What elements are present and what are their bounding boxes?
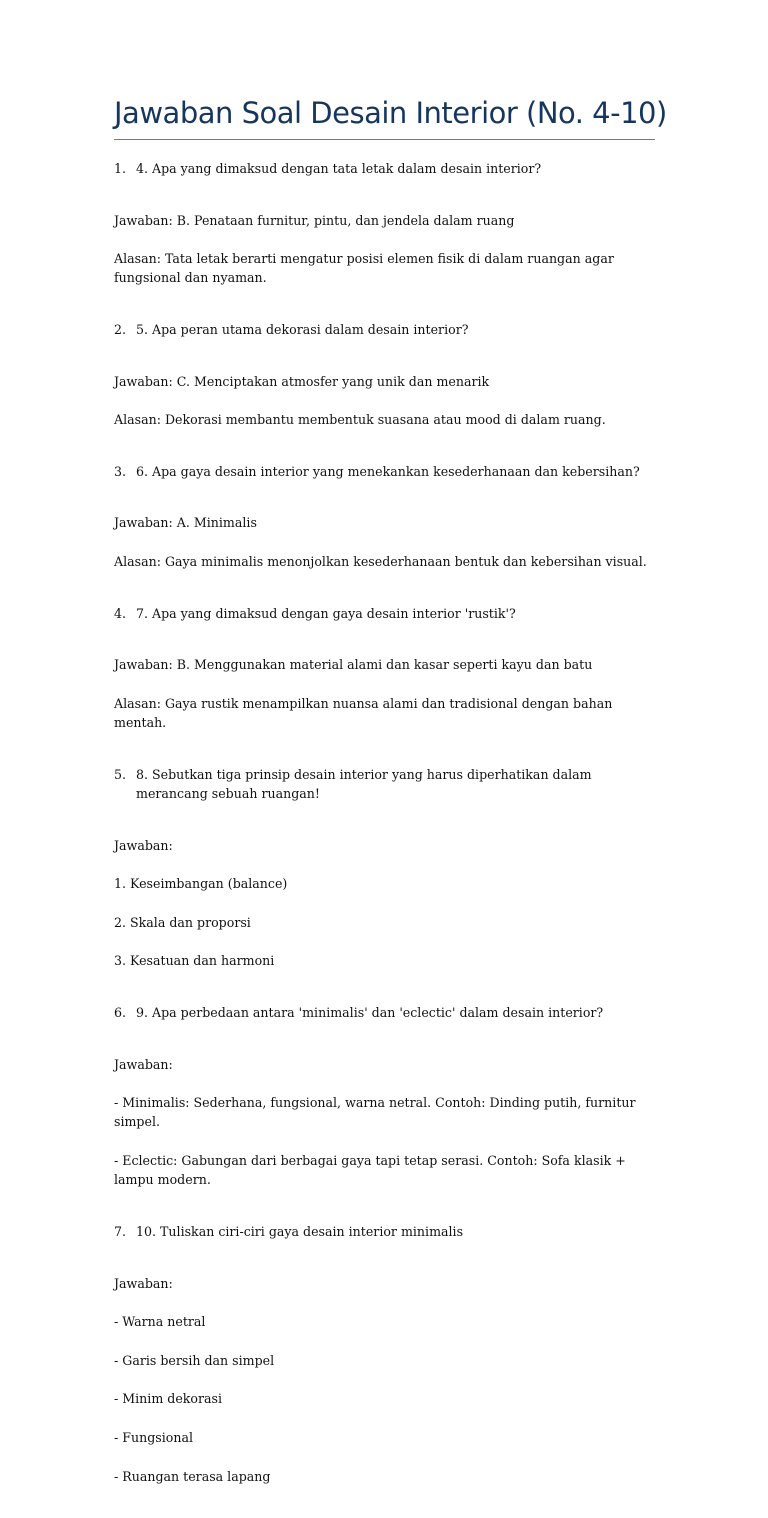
answer-block-5 <box>114 816 656 990</box>
question-number: 5. <box>114 766 127 782</box>
answer-line: 2. Skala dan proporsi <box>114 914 251 930</box>
question-text: 8. Sebutkan tiga prinsip desain interior yang harus diperhatikan dalam merancang sebuah ruangan! <box>136 766 592 802</box>
answer-line: Jawaban: <box>114 1275 173 1291</box>
question-text: 10. Tuliskan ciri-ciri gaya desain interior minimalis <box>136 1223 464 1239</box>
answer-line: Jawaban: <box>114 1056 173 1072</box>
question-number: 7. <box>114 1223 127 1239</box>
title-divider <box>114 139 655 140</box>
question-text: 6. Apa gaya desain interior yang menekankan kesederhanaan dan kebersihan? <box>136 463 640 479</box>
question-item-2 <box>114 320 656 339</box>
answer-line: - Minim dekorasi <box>114 1391 223 1407</box>
answer-line: - Ruangan terasa lapang <box>114 1468 271 1484</box>
answer-block-7 <box>114 1254 656 1505</box>
question-text: 7. Apa yang dimaksud dengan gaya desain interior 'rustik'? <box>136 605 516 621</box>
answer-block-2 <box>114 352 656 448</box>
answer-line: Jawaban: A. Minimalis <box>114 515 257 531</box>
question-number: 2. <box>114 322 127 338</box>
answer-line: Jawaban: C. Menciptakan atmosfer yang unik dan menarik <box>114 373 490 389</box>
answer-line: Alasan: Tata letak berarti mengatur posisi elemen fisik di dalam ruangan agar fungsional dan nyaman. <box>114 251 614 286</box>
document-title: Jawaban Soal Desain Interior (No. 4-10) <box>114 96 667 130</box>
question-text: 4. Apa yang dimaksud dengan tata letak dalam desain interior? <box>136 161 542 176</box>
answer-line: Jawaban: <box>114 837 173 853</box>
question-number: 6. <box>114 1004 127 1020</box>
answer-line: - Warna netral <box>114 1314 206 1330</box>
answer-line: - Garis bersih dan simpel <box>114 1352 275 1368</box>
question-number: 1. <box>114 161 127 176</box>
answer-block-3 <box>114 494 656 590</box>
answer-line: - Fungsional <box>114 1429 193 1445</box>
answer-block-4 <box>114 636 656 752</box>
answer-block-6 <box>114 1035 656 1209</box>
answer-line: Jawaban: B. Menggunakan material alami dan kasar seperti kayu dan batu <box>114 657 593 673</box>
answer-line: - Minimalis: Sederhana, fungsional, warna netral. Contoh: Dinding putih, furnitur simpel. <box>114 1095 636 1130</box>
question-item-4 <box>114 604 656 623</box>
question-text: 5. Apa peran utama dekorasi dalam desain interior? <box>136 322 469 338</box>
answer-line: - Eclectic: Gabungan dari berbagai gaya tapi tetap serasi. Contoh: Sofa klasik + lampu modern. <box>114 1153 626 1188</box>
question-number: 4. <box>114 605 127 621</box>
answer-line: Jawaban: B. Penataan furnitur, pintu, dan jendela dalam ruang <box>114 212 515 228</box>
answer-line: Alasan: Gaya minimalis menonjolkan kesederhanaan bentuk dan kebersihan visual. <box>114 554 647 570</box>
question-item-6 <box>114 1003 656 1022</box>
question-item-1 <box>114 159 656 178</box>
question-text: 9. Apa perbedaan antara 'minimalis' dan 'eclectic' dalam desain interior? <box>136 1004 604 1020</box>
answer-block-1 <box>114 191 656 307</box>
question-item-7 <box>114 1222 656 1241</box>
answer-line: 1. Keseimbangan (balance) <box>114 876 288 892</box>
answer-line: 3. Kesatuan dan harmoni <box>114 953 275 969</box>
question-item-3 <box>114 462 656 481</box>
answer-line: Alasan: Dekorasi membantu membentuk suasana atau mood di dalam ruang. <box>114 412 606 428</box>
question-item-5 <box>114 765 656 804</box>
question-number: 3. <box>114 463 127 479</box>
document-body <box>114 159 656 1518</box>
answer-line: Alasan: Gaya rustik menampilkan nuansa alami dan tradisional dengan bahan mentah. <box>114 695 613 731</box>
